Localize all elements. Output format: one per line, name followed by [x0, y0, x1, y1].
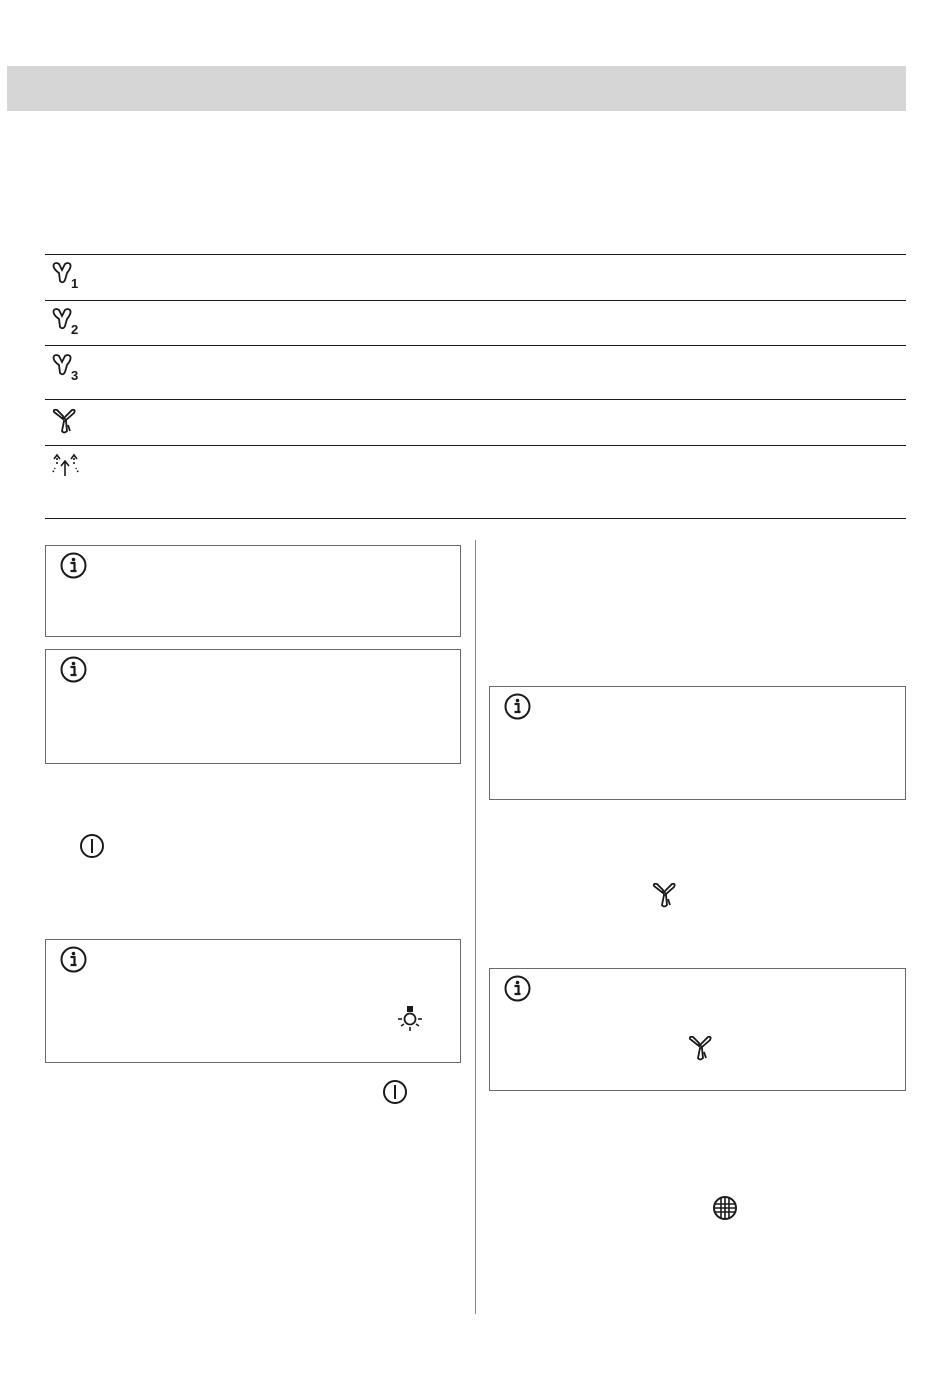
info-note [489, 968, 906, 1091]
table-rule [45, 300, 906, 301]
breeze-mode-icon [50, 450, 84, 480]
section-header-bar [7, 66, 906, 111]
table-rule [45, 445, 906, 446]
column-divider [475, 540, 476, 1314]
svg-text:1: 1 [71, 276, 79, 290]
info-note [45, 649, 461, 764]
info-note [489, 686, 906, 800]
light-bulb-icon [396, 1004, 424, 1032]
table-rule [45, 518, 906, 519]
info-icon [504, 693, 531, 720]
info-note [45, 545, 461, 637]
table-rule [45, 345, 906, 346]
power-icon [382, 1079, 408, 1105]
svg-text:3: 3 [71, 368, 79, 382]
fan-intensive-icon [650, 880, 680, 910]
table-rule [45, 254, 906, 255]
power-icon [79, 833, 105, 859]
info-icon [60, 656, 87, 683]
info-icon [60, 552, 87, 579]
svg-text:2: 2 [71, 322, 79, 336]
fan-speed-1-icon [50, 260, 84, 290]
grease-filter-icon [711, 1194, 739, 1222]
fan-speed-2-icon [50, 306, 84, 336]
info-icon [504, 975, 531, 1002]
fan-intensive-icon [50, 406, 84, 436]
fan-intensive-icon [686, 1033, 716, 1063]
table-rule [45, 399, 906, 400]
info-note [45, 939, 461, 1063]
info-icon [60, 946, 87, 973]
fan-speed-3-icon [50, 352, 84, 382]
